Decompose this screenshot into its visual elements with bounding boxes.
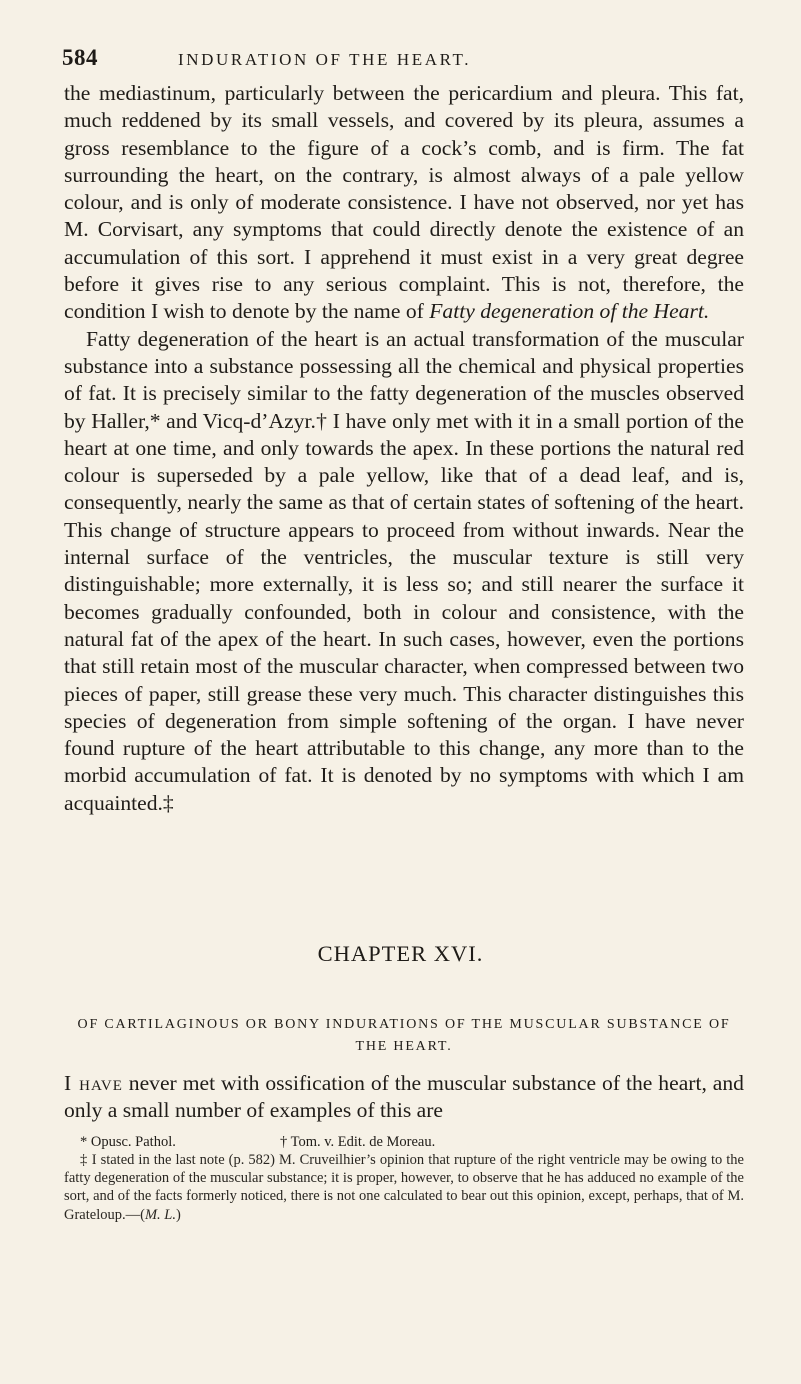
footnote-1: * Opusc. Pathol. [80, 1134, 176, 1150]
paragraph-continuation [64, 80, 744, 817]
footnote-3-close: ) [175, 1206, 181, 1223]
page-number: 584 [62, 45, 98, 70]
opening-text: never met with ossification of the muscular substance of the heart, and only a small number of examples of this are [64, 1071, 744, 1123]
footnote-3-text: ‡ I stated in the last note (p. 582) M. Cruveilhier’s opinion that rupture of the right ventricle may be owing to the fatty degeneration of the muscular substance; it is proper, however, to observe that he has adduced no example of the sort, and of the facts formerly noticed, there is not one calculated to bear out this opinion, except, perhaps, that of M. Grateloup.—( [64, 1152, 744, 1223]
running-title: INDURATION OF THE HEART. [178, 50, 472, 69]
footnote-3 [64, 1151, 744, 1224]
chapter-subtitle: OF CARTILAGINOUS OR BONY INDURATIONS OF THE MUSCULAR SUBSTANCE OF THE HEART. [77, 1017, 731, 1054]
chapter-heading: CHAPTER XVI. [317, 941, 484, 966]
chapter-opening-paragraph [64, 1070, 744, 1125]
opening-small-caps: I have [64, 1071, 123, 1095]
footnote-3-signature: M. L. [144, 1206, 176, 1223]
paragraph-fatty-degeneration: Fatty degeneration of the heart is an actual transformation of the muscular substance into a substance possessing all the chemical and physical properties of fat. It is precisely similar to the fatty degeneration of the muscles observed by Haller,* and Vicq-d’Azyr.† I have only met with it in a small portion of the heart at one time, and only towards the apex. In these portions the natural red colour is superseded by a pale yellow, like that of a dead leaf, and is, consequently, nearly the same as that of certain states of softening of the heart. This change of structure appears to proceed from without inwards. Near the internal surface of the ventricles, the muscular texture is still very distinguishable; more externally, it is less so; and still nearer the surface it becomes gradually confounded, both in colour and consistence, with the natural fat of the apex of the heart. In such cases, however, even the portions that still retain most of the muscular character, when compressed between two pieces of paper, still grease these very much. This character distinguishes this species of degeneration from simple softening of the organ. I have never found rupture of the heart attributable to this change, any more than to the morbid accumulation of fat. It is denoted by no symptoms with which I am acquainted.‡ [64, 326, 744, 815]
footnotes-row [80, 1133, 435, 1151]
footnote-2: † Tom. v. Edit. de Moreau. [280, 1134, 436, 1150]
paragraph-text: the mediastinum, particularly between the pericardium and pleura. This fat, much reddened by its small vessels, and covered by its pleura, assumes a gross resemblance to the figure of a cock’s comb, and is firm. The fat surrounding the heart, on the contrary, is almost always of a pale yellow colour, and is only of moderate consistence. I have not observed, nor yet has M. Corvisart, any symptoms that could directly denote the existence of an accumulation of this sort. I apprehend it must exist in a very great degree before it gives rise to any serious complaint. This is not, therefore, the condition I wish to denote by the name of [64, 81, 744, 324]
italic-term: Fatty degeneration of the Heart. [429, 299, 710, 324]
